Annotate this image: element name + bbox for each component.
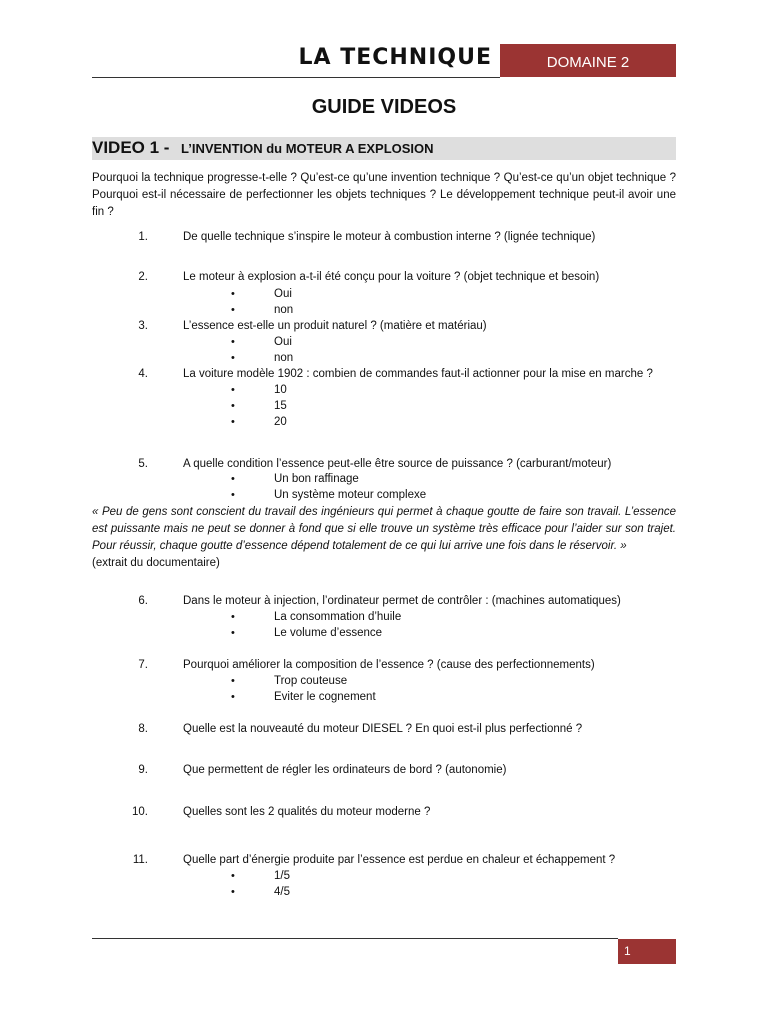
question-text: Quelle est la nouveauté du moteur DIESEL ? En quoi est-il plus perfectionné ?: [183, 723, 583, 735]
intro-paragraph: Pourquoi la technique progresse-t-elle ? Qu’est-ce qu’une invention technique ? Qu’est-ce qu’un objet technique ? Pourquoi est-il nécessaire de perfectionner les objets techniques ? Le développement technique peut-il avoir une fin ?: [92, 172, 676, 218]
answer-option: [0, 609, 768, 625]
question-text: Le moteur à explosion a-t-il été conçu pour la voiture ? (objet technique et besoin): [183, 271, 600, 283]
question-4: [0, 366, 768, 383]
answer-option: [0, 286, 768, 302]
page-number: 1: [618, 939, 676, 964]
bullet-icon: •: [231, 352, 235, 364]
bullet-icon: •: [231, 627, 235, 639]
bullet-icon: •: [231, 304, 235, 316]
question-text: Quelle part d’énergie produite par l’essence est perdue en chaleur et échappement ?: [183, 854, 616, 866]
bullet-icon: •: [231, 416, 235, 428]
question-9: [0, 762, 768, 779]
question-number: 5.: [138, 458, 148, 470]
answer-option: [0, 868, 768, 884]
option-text: 15: [274, 400, 287, 412]
bullet-icon: •: [231, 473, 235, 485]
question-8: [0, 721, 768, 738]
header-rule: [92, 77, 500, 78]
video-number: VIDEO 1 -: [92, 138, 170, 157]
answer-option: [0, 673, 768, 689]
question-text: De quelle technique s’inspire le moteur à combustion interne ? (lignée technique): [183, 231, 596, 243]
question-number: 6.: [138, 595, 148, 607]
option-text: non: [274, 352, 294, 364]
option-text: Oui: [274, 336, 292, 348]
option-text: 10: [274, 384, 287, 396]
question-3: [0, 318, 768, 335]
header-title: LA TECHNIQUE: [298, 45, 492, 70]
question-text: Pourquoi améliorer la composition de l’essence ? (cause des perfectionnements): [183, 659, 595, 671]
guide-title: GUIDE VIDEOS: [311, 96, 457, 118]
answer-option: [0, 487, 768, 503]
bullet-icon: •: [231, 886, 235, 898]
answer-option: [0, 302, 768, 318]
question-7: [0, 657, 768, 674]
quote-text: « Peu de gens sont conscient du travail des ingénieurs qui permet à chaque goutte de faire son travail. L’essence est puissante mais ne peut se donner à fond que si elle trouve un système très efficace pour l’aider sur son trajet. Pour réussir, chaque goutte d’essence dépend totalement de ce qui lui arrive une fois dans le réservoir. »: [92, 506, 676, 552]
question-10: [0, 804, 768, 821]
option-text: Un système moteur complexe: [274, 489, 427, 501]
option-text: 1/5: [274, 870, 290, 882]
question-text: L’essence est-elle un produit naturel ? (matière et matériau): [183, 320, 487, 332]
bullet-icon: •: [231, 400, 235, 412]
question-number: 11.: [132, 854, 148, 866]
question-text: La voiture modèle 1902 : combien de commandes faut-il actionner pour la mise en marche ?: [183, 368, 653, 380]
answer-option: [0, 625, 768, 641]
question-11: [0, 852, 768, 869]
answer-option: [0, 350, 768, 366]
question-number: 10.: [132, 806, 148, 818]
question-text: A quelle condition l’essence peut-elle être source de puissance ? (carburant/moteur): [183, 458, 612, 470]
option-text: Le volume d’essence: [274, 627, 383, 639]
answer-option: [0, 689, 768, 705]
question-2: [0, 269, 768, 286]
answer-option: [0, 414, 768, 430]
question-number: 2.: [138, 271, 148, 283]
bullet-icon: •: [231, 336, 235, 348]
question-text: Dans le moteur à injection, l’ordinateur permet de contrôler : (machines automatiques): [183, 595, 621, 607]
question-1: [0, 229, 768, 246]
option-text: La consommation d’huile: [274, 611, 402, 623]
option-text: Trop couteuse: [274, 675, 348, 687]
question-number: 8.: [138, 723, 148, 735]
answer-option: [0, 884, 768, 900]
video-heading-bar: [92, 137, 676, 160]
video-title: L’INVENTION du MOTEUR A EXPLOSION: [181, 141, 434, 156]
question-6: [0, 593, 768, 610]
bullet-icon: •: [231, 691, 235, 703]
option-text: 20: [274, 416, 287, 428]
bullet-icon: •: [231, 288, 235, 300]
bullet-icon: •: [231, 675, 235, 687]
option-text: non: [274, 304, 294, 316]
documentary-quote: [92, 504, 676, 572]
bullet-icon: •: [231, 489, 235, 501]
footer-rule: [92, 938, 618, 939]
option-text: Eviter le cognement: [274, 691, 376, 703]
answer-option: [0, 334, 768, 350]
question-text: Que permettent de régler les ordinateurs de bord ? (autonomie): [183, 764, 507, 776]
question-number: 4.: [138, 368, 148, 380]
bullet-icon: •: [231, 870, 235, 882]
option-text: 4/5: [274, 886, 290, 898]
quote-source: (extrait du documentaire): [92, 557, 220, 569]
bullet-icon: •: [231, 611, 235, 623]
answer-option: [0, 471, 768, 487]
question-number: 7.: [138, 659, 148, 671]
option-text: Oui: [274, 288, 292, 300]
domain-badge: DOMAINE 2: [500, 44, 676, 77]
bullet-icon: •: [231, 384, 235, 396]
answer-option: [0, 398, 768, 414]
question-text: Quelles sont les 2 qualités du moteur moderne ?: [183, 806, 431, 818]
answer-option: [0, 382, 768, 398]
question-number: 3.: [138, 320, 148, 332]
question-number: 9.: [138, 764, 148, 776]
question-number: 1.: [138, 231, 148, 243]
option-text: Un bon raffinage: [274, 473, 359, 485]
